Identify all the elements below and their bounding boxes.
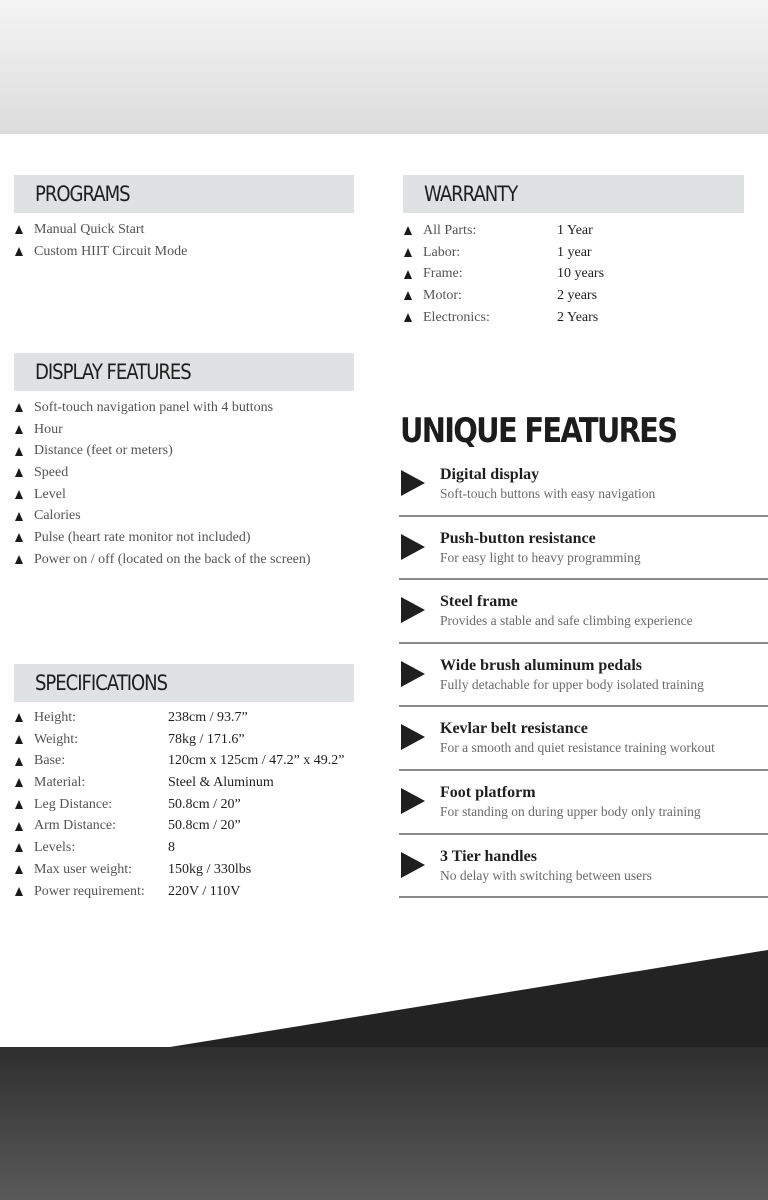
feature-title: Kevlar belt resistance: [440, 720, 588, 738]
feature-description: For standing on during upper body only training: [440, 804, 701, 819]
warranty-title: WARRANTY: [424, 182, 518, 206]
list-item: Speed: [15, 462, 311, 484]
feature-description: Provides a stable and safe climbing experience: [440, 613, 693, 629]
feature-item: [399, 580, 768, 644]
list-item: Arm Distance: 50.8cm / 20”: [15, 815, 345, 837]
list-item: Distance (feet or meters): [15, 440, 311, 462]
list-item: Material: Steel & Aluminum: [15, 772, 345, 794]
list-item: Height: 238cm / 93.7”: [15, 707, 345, 729]
list-item: Labor: 1 year: [404, 242, 604, 264]
unique-features-title: UNIQUE FEATURES: [400, 411, 677, 451]
feature-item: [399, 517, 768, 581]
warranty-list: [404, 220, 604, 328]
feature-title: Steel frame: [440, 593, 518, 611]
triangle-bullet-icon: [15, 735, 23, 744]
triangle-bullet-icon: [15, 555, 23, 564]
list-item: Calories: [15, 505, 311, 527]
list-item: Pulse (heart rate monitor not included): [15, 527, 311, 549]
warranty-header: [403, 175, 744, 213]
play-arrow-icon: [401, 788, 425, 814]
feature-description: Soft-touch buttons with easy navigation: [440, 486, 656, 501]
play-arrow-icon: [401, 852, 425, 878]
feature-title: Digital display: [440, 466, 540, 483]
play-arrow-icon: [401, 597, 425, 623]
dark-footer-band: [0, 1047, 768, 1200]
bottom-decorative-shapes: [0, 940, 768, 1200]
specifications-list: [15, 707, 345, 902]
programs-list: [15, 219, 187, 262]
triangle-bullet-icon: [15, 425, 23, 434]
list-item: Level: [15, 484, 311, 506]
list-item: Custom HIIT Circuit Mode: [15, 241, 187, 263]
list-item: Electronics: 2 Years: [404, 307, 604, 329]
triangle-bullet-icon: [15, 468, 23, 477]
list-item: All Parts: 1 Year: [404, 220, 604, 242]
list-item: Levels: 8: [15, 837, 345, 859]
list-item: Weight: 78kg / 171.6”: [15, 729, 345, 751]
feature-description: For easy light to heavy programming: [440, 549, 641, 565]
feature-item: [399, 835, 768, 899]
feature-description: No delay with switching between users: [440, 867, 652, 883]
play-arrow-icon: [401, 661, 425, 687]
top-gradient-band: [0, 0, 768, 134]
display-features-title: DISPLAY FEATURES: [35, 360, 191, 384]
feature-title: Foot platform: [440, 784, 536, 801]
feature-title: Push-button resistance: [440, 529, 596, 547]
triangle-bullet-icon: [15, 757, 23, 766]
feature-title: 3 Tier handles: [440, 847, 537, 865]
triangle-bullet-icon: [15, 490, 23, 499]
specifications-title: SPECIFICATIONS: [35, 671, 168, 695]
triangle-bullet-icon: [15, 865, 23, 874]
triangle-bullet-icon: [404, 291, 412, 300]
triangle-bullet-icon: [15, 403, 23, 412]
feature-item: [399, 644, 768, 708]
triangle-bullet-icon: [15, 225, 23, 234]
triangle-bullet-icon: [15, 713, 23, 722]
programs-title: PROGRAMS: [35, 182, 130, 206]
triangle-bullet-icon: [15, 843, 23, 852]
triangle-bullet-icon: [404, 270, 412, 279]
triangle-bullet-icon: [404, 313, 412, 322]
feature-item: [399, 707, 768, 771]
feature-item: [399, 453, 768, 517]
list-item: Soft-touch navigation panel with 4 buttons: [15, 397, 311, 419]
triangle-bullet-icon: [15, 447, 23, 456]
triangle-bullet-icon: [15, 533, 23, 542]
triangle-bullet-icon: [404, 226, 412, 235]
list-item: Motor: 2 years: [404, 285, 604, 307]
triangle-bullet-icon: [15, 800, 23, 809]
triangle-bullet-icon: [15, 887, 23, 896]
list-item: Power on / off (located on the back of the screen): [15, 549, 311, 571]
list-item: Power requirement: 220V / 110V: [15, 881, 345, 903]
list-item: Max user weight: 150kg / 330lbs: [15, 859, 345, 881]
play-arrow-icon: [401, 724, 425, 750]
feature-title: Wide brush aluminum pedals: [440, 656, 642, 674]
feature-description: Fully detachable for upper body isolated training: [440, 676, 704, 692]
list-item: Hour: [15, 419, 311, 441]
display-features-header: [14, 353, 354, 391]
triangle-bullet-icon: [404, 248, 412, 257]
triangle-bullet-icon: [15, 512, 23, 521]
play-arrow-icon: [401, 470, 425, 496]
list-item: Leg Distance: 50.8cm / 20”: [15, 794, 345, 816]
specifications-header: [14, 664, 354, 702]
triangle-bullet-icon: [15, 778, 23, 787]
triangle-bullet-icon: [15, 822, 23, 831]
triangle-bullet-icon: [15, 247, 23, 256]
list-item: Frame: 10 years: [404, 263, 604, 285]
feature-description: For a smooth and quiet resistance training workout: [440, 740, 715, 756]
feature-item: [399, 771, 768, 835]
list-item: Manual Quick Start: [15, 219, 187, 241]
play-arrow-icon: [401, 534, 425, 560]
list-item: Base: 120cm x 125cm / 47.2” x 49.2”: [15, 750, 345, 772]
dark-diagonal-shape: [170, 950, 768, 1047]
programs-header: [14, 175, 354, 213]
display-features-list: [15, 397, 311, 571]
